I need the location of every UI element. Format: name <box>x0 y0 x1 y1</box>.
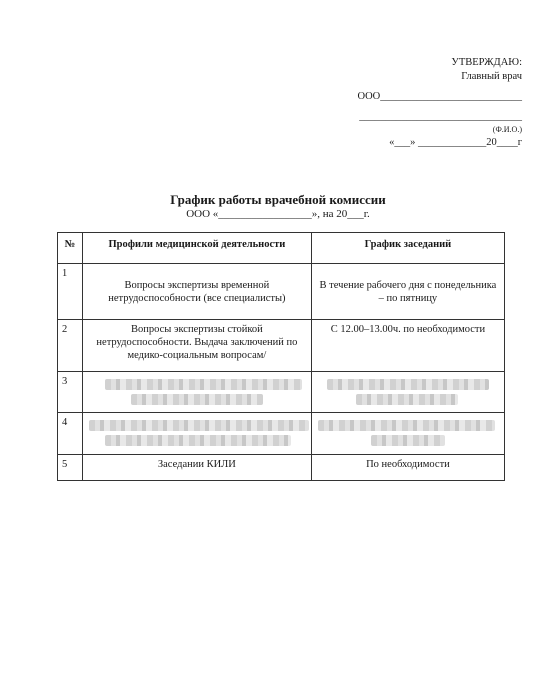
row-schedule-redacted <box>311 372 504 413</box>
approval-org-line: ООО___________________________ <box>357 91 522 102</box>
row-number: 5 <box>58 455 83 481</box>
table-row <box>58 372 505 413</box>
table-header-row <box>58 233 505 264</box>
approval-position: Главный врач <box>461 71 522 82</box>
row-profile: Заседании КИЛИ <box>82 455 311 481</box>
table-row <box>58 413 505 455</box>
header-number: № <box>58 233 83 264</box>
approval-signature-line: _______________________________ <box>359 111 522 122</box>
approval-heading: УТВЕРЖДАЮ: <box>451 57 522 68</box>
redaction-block <box>105 379 303 390</box>
document-title: График работы врачебной комиссии <box>170 192 386 207</box>
redaction-block <box>356 394 457 405</box>
row-number: 4 <box>58 413 83 455</box>
row-profile: Вопросы экспертизы стойкой нетрудоспособности. Выдача заключений по медико-социальным вопросам/ <box>82 320 311 372</box>
document-subtitle: ООО «_________________», на 20___г. <box>186 208 370 220</box>
approval-date-line: «___» _____________20____г <box>389 137 522 148</box>
redaction-block <box>131 394 263 405</box>
table-row <box>58 455 505 481</box>
redaction-block <box>89 420 309 431</box>
table-row <box>58 264 505 320</box>
redaction-block <box>105 435 292 446</box>
approval-block <box>322 56 522 150</box>
row-schedule-redacted <box>311 413 504 455</box>
row-schedule: В течение рабочего дня с понедельника – по пятницу <box>311 264 504 320</box>
row-schedule: С 12.00–13.00ч. по необходимости <box>311 320 504 372</box>
row-number: 3 <box>58 372 83 413</box>
redaction-block <box>371 435 445 446</box>
row-profile-redacted <box>82 372 311 413</box>
header-profile: Профили медицинской деятельности <box>82 233 311 264</box>
redaction-block <box>327 379 489 390</box>
redaction-block <box>318 420 495 431</box>
table-row <box>58 320 505 372</box>
approval-fio: (Ф.И.О.) <box>492 125 522 134</box>
header-schedule: График заседаний <box>311 233 504 264</box>
row-schedule: По необходимости <box>311 455 504 481</box>
schedule-table <box>57 232 505 481</box>
row-number: 1 <box>58 264 83 320</box>
row-profile: Вопросы экспертизы временной нетрудоспособности (все специалисты) <box>82 264 311 320</box>
row-profile-redacted <box>82 413 311 455</box>
row-number: 2 <box>58 320 83 372</box>
